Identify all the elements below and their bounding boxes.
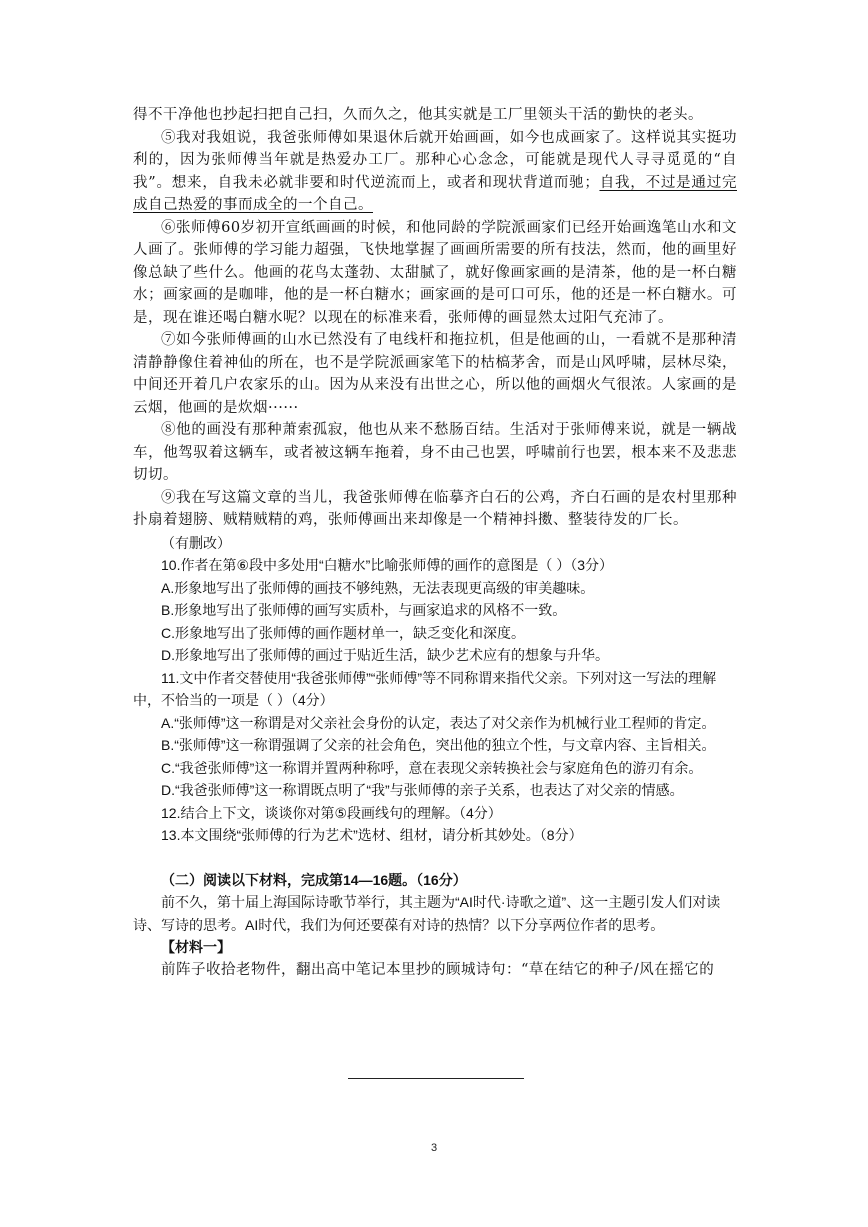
paragraph-5: [133, 127, 737, 217]
question-10-option-a: A.形象地写出了张师傅的画技不够纯熟，无法表现更高级的审美趣味。: [161, 579, 595, 596]
question-10-option-b: B.形象地写出了张师傅的画写实质朴，与画家追求的风格不一致。: [161, 602, 567, 618]
paragraph-continuation: 得不干净他也抄起扫把自己扫，久而久之，他其实就是工厂里领头干活的勤快的老头。: [133, 107, 703, 123]
section-spacer: [133, 847, 737, 869]
material-1-text: 前阵子收拾老物件，翻出高中笔记本里抄的顾城诗句：“草在结它的种子/风在摇它的: [161, 961, 715, 978]
section-2-intro: 前不久，第十届上海国际诗歌节举行，其主题为“AI时代·诗歌之道”、这一主题引发人们对读诗、写诗的思考。AI时代，我们为何还要葆有对诗的热情？以下分享两位作者的思考。: [133, 894, 721, 933]
question-10-option-c: C.形象地写出了张师傅的画作题材单一，缺乏变化和深度。: [161, 624, 525, 641]
question-10-option-d: D.形象地写出了张师傅的画过于贴近生活，缺少艺术应有的想象与升华。: [161, 647, 609, 663]
section-2-heading: （二）阅读以下材料，完成第14—16题。（16分）: [161, 871, 467, 888]
paragraph-9: ⑨我在写这篇文章的当儿，我爸张师傅在临摹齐白石的公鸡，齐白石画的是农村里那种扑扇着翅膀、贼精贼精的鸡，张师傅画出来却像是一个精神抖擞、整装待发的厂长。: [133, 489, 737, 528]
question-12: 12.结合上下文，谈谈你对第⑤段画线句的理解。（4分）: [161, 804, 502, 821]
paragraph-7: ⑦如今张师傅画的山水已然没有了电线杆和拖拉机，但是他画的山，一看就不是那种清清静静像住着神仙的所在，也不是学院派画家笔下的枯槁茅舍，而是山风呼啸，层林尽染，中间还开着几户农家乐的山。因为从来没有出世之心，所以他的画烟火气很浓。人家画的是云烟，他画的是炊烟······: [133, 332, 737, 416]
underlined-sentence: 自我，不过是通过完成自己热爱的事而成全的一个自己。: [133, 174, 737, 213]
paragraph-5-text: ⑤我对我姐说，我爸张师傅如果退休后就开始画画，如今也成画家了。这样说其实挺功利的，因为张师傅当年就是热爱办工厂。那种心心念念，可能就是现代人寻寻觅觅的“自我”。想来，自我未必就非要和时代逆流而上，或者和现状背道而驰；: [133, 129, 737, 191]
question-11: 11.文中作者交替使用“我爸张师傅”“张师傅”等不同称谓来指代父亲。下列对这一写法的理解中，不恰当的一项是（ ）（4分）: [133, 669, 717, 708]
paragraph-8: ⑧他的画没有那种萧索孤寂，他也从来不愁肠百结。生活对于张师傅来说，就是一辆战车，他驾驭着这辆车，或者被这辆车拖着，身不由己也罢，呼啸前行也罢，根本来不及悲悲切切。: [133, 422, 737, 483]
question-11-option-d: D.“我爸张师傅”这一称谓既点明了“我”与张师傅的亲子关系，也表达了对父亲的情感。: [161, 782, 684, 798]
question-11-option-a: A.“张师傅”这一称谓是对父亲社会身份的认定，表达了对父亲作为机械行业工程师的肯定。: [161, 714, 716, 731]
material-1-label: 【材料一】: [161, 939, 231, 955]
question-13: 13.本文围绕“张师傅的行为艺术”选材、组材，请分析其妙处。（8分）: [161, 827, 583, 843]
page-number: 3: [430, 1142, 438, 1154]
question-11-option-b: B.“张师傅”这一称谓强调了父亲的社会角色，突出他的独立个性，与文章内容、主旨相关。: [161, 737, 716, 753]
paragraph-6: ⑥张师傅60岁初开宣纸画画的时候，和他同龄的学院派画家们已经开始画逸笔山水和文人画了。张师傅的学习能力超强，飞快地掌握了画画所需要的所有技法，然而，他的画里好像总缺了些什么。他画的花鸟太蓬勃、太甜腻了，就好像画家画的是清茶，他的是一杯白糖水；画家画的是咖啡，他的是一杯白糖水；画家画的是可口可乐，他的还是一杯白糖水。可是，现在谁还喝白糖水呢？以现在的标准来看，张师傅的画显然太过阳气充沛了。: [133, 219, 737, 326]
blank-line: [348, 1078, 524, 1079]
question-11-option-c: C.“我爸张师傅”这一称谓并置两种称呼，意在表现父亲转换社会与家庭角色的游刃有余。: [161, 759, 703, 776]
question-10: 10.作者在第⑥段中多处用“白糖水”比喻张师傅的画作的意图是（ ）（3分）: [161, 557, 614, 573]
source-note: （有删改）: [161, 534, 231, 551]
page-content: [133, 104, 737, 981]
